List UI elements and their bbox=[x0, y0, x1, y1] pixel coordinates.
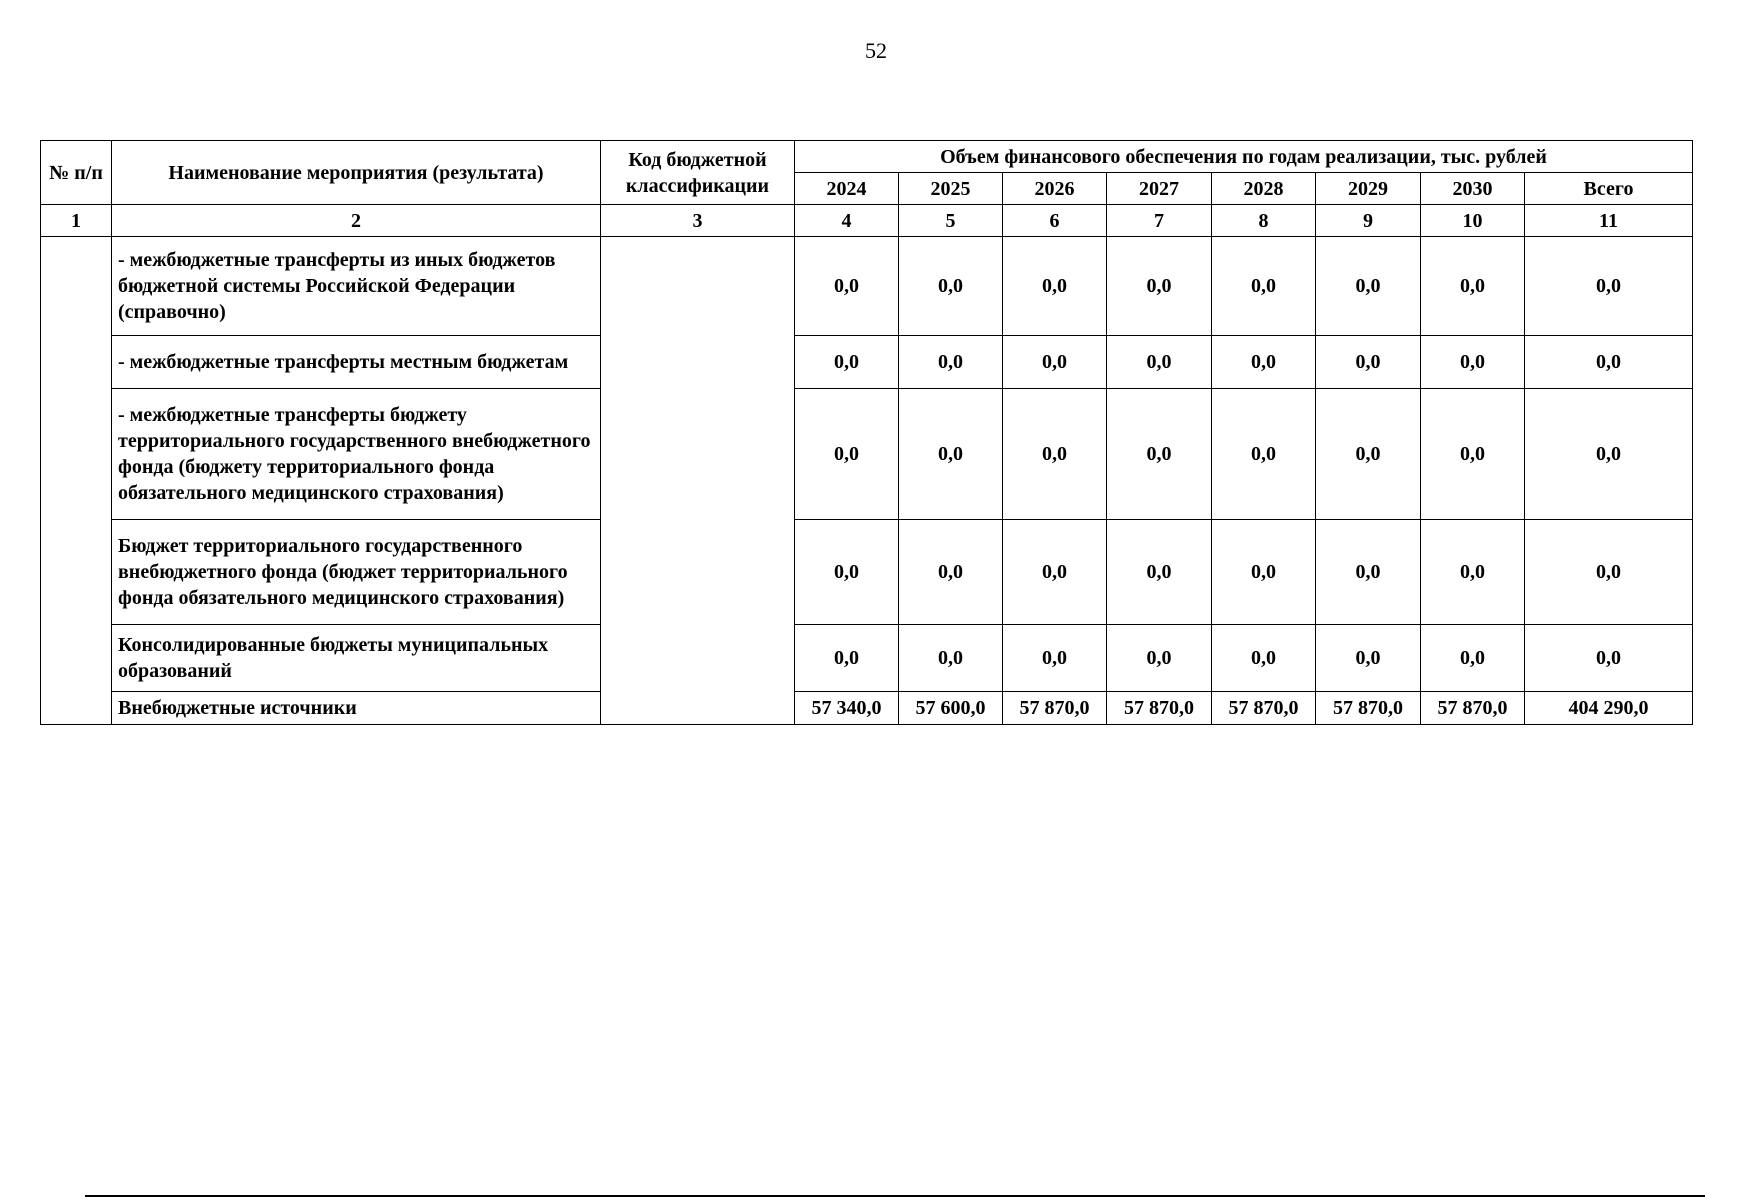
value-cell: 0,0 bbox=[1212, 389, 1316, 520]
value-cell: 0,0 bbox=[1107, 520, 1212, 625]
value-cell: 0,0 bbox=[795, 625, 899, 692]
value-cell: 0,0 bbox=[795, 520, 899, 625]
value-cell: 0,0 bbox=[1003, 237, 1107, 336]
row-label: - межбюджетные трансферты местным бюджетам bbox=[112, 336, 601, 389]
value-cell: 0,0 bbox=[795, 336, 899, 389]
value-cell: 0,0 bbox=[899, 625, 1003, 692]
value-cell: 0,0 bbox=[1316, 389, 1421, 520]
value-cell: 0,0 bbox=[1421, 520, 1525, 625]
value-cell: 57 870,0 bbox=[1212, 692, 1316, 725]
table-row bbox=[41, 237, 1693, 336]
value-cell: 57 600,0 bbox=[899, 692, 1003, 725]
value-cell: 0,0 bbox=[1107, 336, 1212, 389]
column-number: 4 bbox=[795, 205, 899, 237]
table-row bbox=[41, 692, 1693, 725]
budget-code-cell bbox=[601, 237, 795, 725]
value-cell: 0,0 bbox=[795, 389, 899, 520]
header-year: 2027 bbox=[1107, 173, 1212, 205]
value-cell: 0,0 bbox=[1316, 625, 1421, 692]
value-cell: 0,0 bbox=[1003, 625, 1107, 692]
table-row bbox=[41, 389, 1693, 520]
total-cell: 0,0 bbox=[1525, 336, 1693, 389]
row-label: Консолидированные бюджеты муниципальных образований bbox=[112, 625, 601, 692]
column-number: 8 bbox=[1212, 205, 1316, 237]
table-row bbox=[41, 520, 1693, 625]
value-cell: 57 870,0 bbox=[1107, 692, 1212, 725]
row-label: Бюджет территориального государственного внебюджетного фонда (бюджет территориального фонда обязательного медицинского страхования) bbox=[112, 520, 601, 625]
footer-rule bbox=[85, 1195, 1705, 1197]
value-cell: 0,0 bbox=[1107, 625, 1212, 692]
header-total: Всего bbox=[1525, 173, 1693, 205]
column-number: 6 bbox=[1003, 205, 1107, 237]
column-number: 3 bbox=[601, 205, 795, 237]
header-year: 2030 bbox=[1421, 173, 1525, 205]
row-label: Внебюджетные источники bbox=[112, 692, 601, 725]
header-year: 2029 bbox=[1316, 173, 1421, 205]
column-number: 10 bbox=[1421, 205, 1525, 237]
value-cell: 0,0 bbox=[1212, 625, 1316, 692]
column-number: 11 bbox=[1525, 205, 1693, 237]
header-year: 2024 bbox=[795, 173, 899, 205]
value-cell: 0,0 bbox=[1107, 389, 1212, 520]
header-year: 2025 bbox=[899, 173, 1003, 205]
value-cell: 0,0 bbox=[1003, 389, 1107, 520]
value-cell: 0,0 bbox=[1003, 336, 1107, 389]
header-year: 2028 bbox=[1212, 173, 1316, 205]
row-number-cell bbox=[41, 237, 112, 725]
table-row bbox=[41, 625, 1693, 692]
row-label: - межбюджетные трансферты бюджету территориального государственного внебюджетного фонда (бюджету территориального фонда обязательного медицинского страхования) bbox=[112, 389, 601, 520]
header-row bbox=[41, 141, 1693, 173]
value-cell: 0,0 bbox=[1316, 336, 1421, 389]
total-cell: 0,0 bbox=[1525, 389, 1693, 520]
total-cell: 0,0 bbox=[1525, 520, 1693, 625]
header-budget-code: Код бюджетной классификации bbox=[601, 141, 795, 205]
value-cell: 0,0 bbox=[1421, 336, 1525, 389]
table-row bbox=[41, 336, 1693, 389]
total-cell: 0,0 bbox=[1525, 237, 1693, 336]
value-cell: 0,0 bbox=[899, 237, 1003, 336]
column-number: 2 bbox=[112, 205, 601, 237]
header-funding-volume: Объем финансового обеспечения по годам реализации, тыс. рублей bbox=[795, 141, 1693, 173]
header-number: № п/п bbox=[41, 141, 112, 205]
header-name: Наименование мероприятия (результата) bbox=[112, 141, 601, 205]
total-cell: 0,0 bbox=[1525, 625, 1693, 692]
value-cell: 0,0 bbox=[1421, 389, 1525, 520]
value-cell: 57 340,0 bbox=[795, 692, 899, 725]
column-number: 5 bbox=[899, 205, 1003, 237]
value-cell: 0,0 bbox=[1316, 520, 1421, 625]
value-cell: 57 870,0 bbox=[1316, 692, 1421, 725]
value-cell: 0,0 bbox=[1421, 625, 1525, 692]
header-year: 2026 bbox=[1003, 173, 1107, 205]
value-cell: 57 870,0 bbox=[1421, 692, 1525, 725]
value-cell: 0,0 bbox=[1316, 237, 1421, 336]
total-cell: 404 290,0 bbox=[1525, 692, 1693, 725]
value-cell: 0,0 bbox=[899, 389, 1003, 520]
value-cell: 57 870,0 bbox=[1003, 692, 1107, 725]
value-cell: 0,0 bbox=[1212, 237, 1316, 336]
value-cell: 0,0 bbox=[1003, 520, 1107, 625]
value-cell: 0,0 bbox=[1107, 237, 1212, 336]
value-cell: 0,0 bbox=[899, 520, 1003, 625]
column-number: 7 bbox=[1107, 205, 1212, 237]
column-number: 9 bbox=[1316, 205, 1421, 237]
value-cell: 0,0 bbox=[1212, 336, 1316, 389]
value-cell: 0,0 bbox=[795, 237, 899, 336]
value-cell: 0,0 bbox=[899, 336, 1003, 389]
column-number: 1 bbox=[41, 205, 112, 237]
value-cell: 0,0 bbox=[1421, 237, 1525, 336]
budget-table bbox=[40, 140, 1693, 725]
value-cell: 0,0 bbox=[1212, 520, 1316, 625]
column-numbers-row bbox=[41, 205, 1693, 237]
page-number: 52 bbox=[865, 38, 887, 63]
row-label: - межбюджетные трансферты из иных бюджетов бюджетной системы Российской Федерации (справочно) bbox=[112, 237, 601, 336]
